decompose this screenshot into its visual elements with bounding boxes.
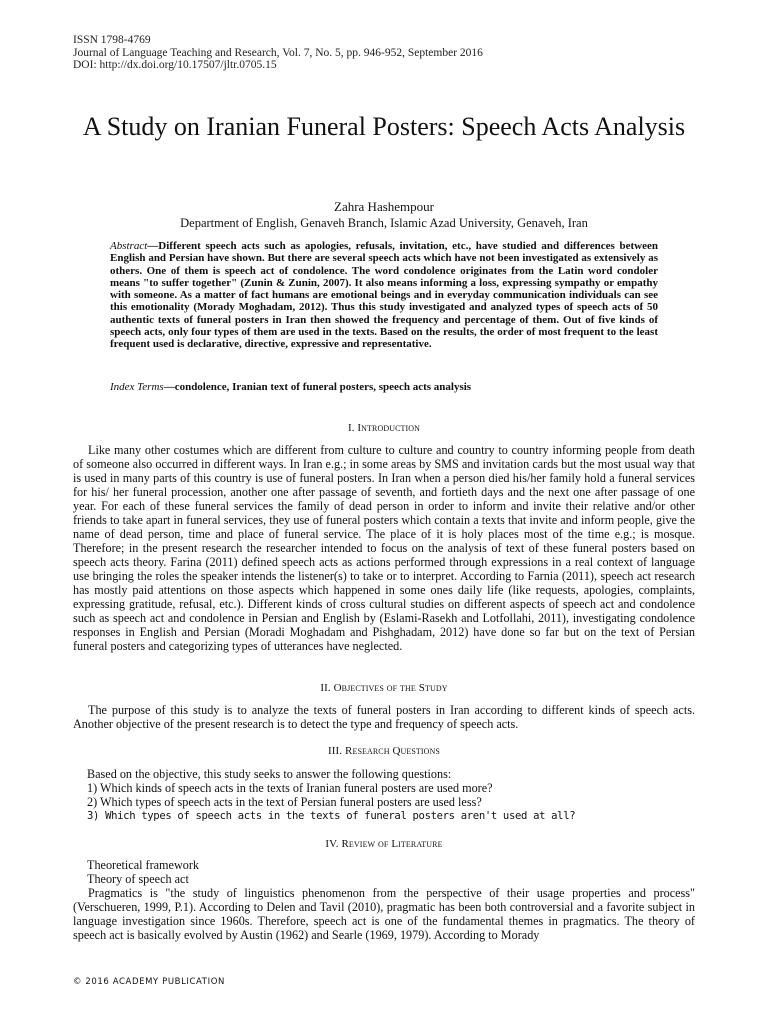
subheading-theoretical-framework: Theoretical framework xyxy=(87,858,199,872)
list-item: 1) Which kinds of speech acts in the texts of Iranian funeral posters are used more? xyxy=(87,781,493,795)
list-item: 3) Which types of speech acts in the texts of funeral posters aren't used at all? xyxy=(87,810,576,822)
journal-citation-line: Journal of Language Teaching and Research, Vol. 7, No. 5, pp. 946-952, September 2016 xyxy=(73,46,483,59)
index-terms-block xyxy=(110,381,658,394)
publisher-footer: © 2016 ACADEMY PUBLICATION xyxy=(73,977,225,987)
literature-paragraph: Pragmatics is "the study of linguistics phenomenon from the perspective of their usage properties and process" (Verschueren, 1999, P.1). According to Delen and Tavil (2010), pragmatic has been both controversial and a favorite subject in language investigation since 1960s. Therefore, speech act is one of the fundamental themes in pragmatics. The theory of speech act is basically evolved by Austin (1962) and Searle (1969, 1979). According to Morady xyxy=(73,886,695,942)
section-title: Introduction xyxy=(357,422,421,434)
research-questions-intro: Based on the objective, this study seeks to answer the following questions: xyxy=(87,767,452,781)
journal-header xyxy=(73,34,713,72)
list-item: 2) Which types of speech acts in the text of Persian funeral posters are used less? xyxy=(87,795,482,809)
index-terms-label: Index Terms xyxy=(110,381,164,393)
section-heading-introduction xyxy=(0,422,768,435)
section-number: I. xyxy=(347,422,355,434)
author-name: Zahra Hashempour xyxy=(334,199,434,214)
section-heading-research-questions xyxy=(0,745,768,758)
abstract-text: —Different speech acts such as apologies, refusals, invitation, etc., have studied and differences between English and Persian have shown. But there are several speech acts which have not been investigated as extensively as others. One of them is speech act of condolence. The word condolence originates from the Latin word condoler means "to suffer together" (Zunin & Zunin, 2007). It also means informing a loss, expressing sympathy or empathy with someone. As a matter of fact humans are emotional beings and in everyday communication individuals can see this emotionality (Morady Moghadam, 2012). Thus this study investigated and analyzed types of speech acts of 50 authentic texts of funeral posters in Iran then showed the frequency and percentage of them. Out of five kinds of speech acts, only four types of them are used in the texts. Based on the results, the order of most frequent to the least frequent used is declarative, directive, expressive and representative. xyxy=(110,240,658,350)
objectives-paragraph: The purpose of this study is to analyze the texts of funeral posters in Iran according to different kinds of speech acts. Another objective of the present research is to detect the type and frequency of speech acts. xyxy=(73,703,695,731)
section-heading-objectives xyxy=(0,682,768,695)
section-title: Objectives of the Study xyxy=(333,682,448,694)
abstract-block xyxy=(110,240,658,350)
research-questions-list xyxy=(87,767,687,823)
index-terms-text: —condolence, Iranian text of funeral posters, speech acts analysis xyxy=(163,381,472,393)
section-title: Review of Literature xyxy=(341,838,443,850)
doi-line: DOI: http://dx.doi.org/10.17507/jltr.0705.15 xyxy=(73,59,277,71)
section-number: III. xyxy=(328,745,343,757)
section-heading-literature xyxy=(0,838,768,851)
section-number: IV. xyxy=(325,838,339,850)
section-title: Research Questions xyxy=(345,745,440,757)
issn-line: ISSN 1798-4769 xyxy=(73,34,151,46)
section-number: II. xyxy=(320,682,331,694)
subheading-speech-act-theory: Theory of speech act xyxy=(87,872,189,886)
introduction-paragraph: Like many other costumes which are different from culture to culture and country to country informing people from death of someone also occurred in different ways. In Iran e.g.; in some areas by SMS and invitation cards but the most usual way that is used in many parts of this country is use of funeral posters. In Iran when a person died his/her family hold a funeral services for his/ her funeral procession, another one after passage of seventh, and fortieth days and the next one after passage of one year. For each of these funeral services the family of dead person in order to inform and invite their relative and/or other friends to take apart in funeral services, they use of funeral posters which contain a texts that invite and inform people, give the name of dead person, time and place of funeral service. The place of it is holy places most of the time e.g.; is mosque. Therefore; in the present research the researcher intended to focus on the analysis of text of these funeral posters based on speech acts theory. Farina (2011) defined speech acts as actions performed through expressions in a real context of language use bringing the roles the speaker intends the listener(s) to take or to interpret. According to Farnia (2011), speech act research has mostly paid attentions on those aspects which happened in some ones daily life (like requests, apologies, complaints, expressing gratitude, refusal, etc.). Different kinds of cross cultural studies on different aspects of speech act and condolence such as speech act and condolence in Persian and English by (Eslami-Rasekh and Lotfollahi, 2011), investigating condolence responses in English and Persian (Moradi Moghadam and Pishghadam, 2012) have done so far but on the text of Persian funeral posters and categorizing types of utterances have neglected. xyxy=(73,443,695,653)
author-affiliation: Department of English, Genaveh Branch, Islamic Azad University, Genaveh, Iran xyxy=(180,216,588,230)
paper-title: A Study on Iranian Funeral Posters: Speech Acts Analysis xyxy=(82,112,686,141)
abstract-label: Abstract xyxy=(110,240,148,252)
